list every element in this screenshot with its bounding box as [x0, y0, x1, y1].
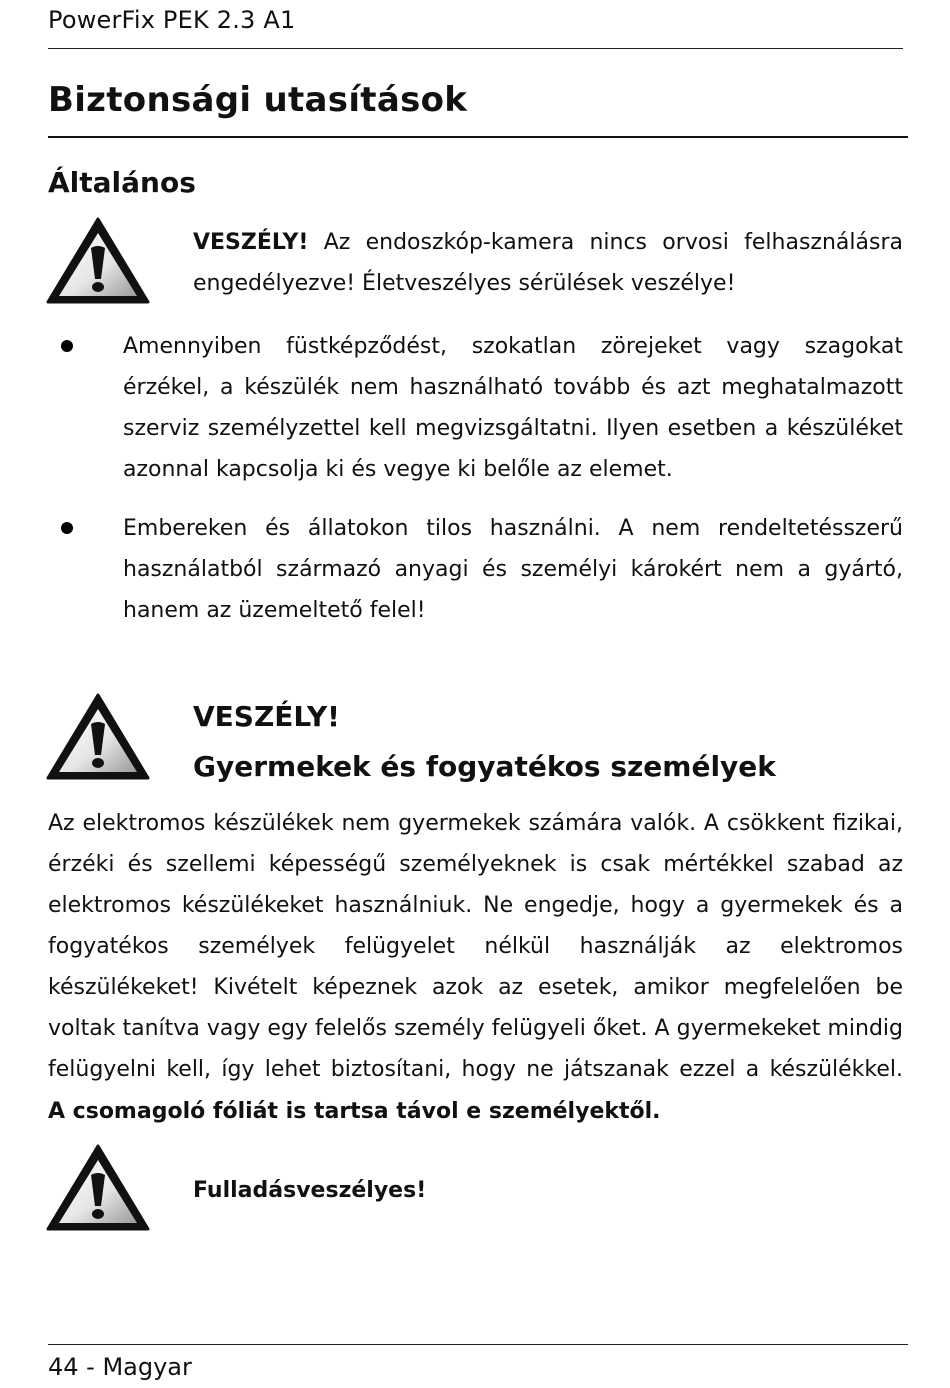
suffocation-warning: Fulladásveszélyes! — [193, 1178, 427, 1203]
general-warning-body: Az endoszkóp-kamera nincs orvosi felhasználásra engedélyezve! Életveszélyes sérülések veszélye! — [193, 230, 903, 296]
footer-rule — [48, 1344, 908, 1345]
warning-triangle-icon — [46, 692, 150, 782]
bullet-item-misuse: Embereken és állatokon tilos használni. A nem rendeltetésszerű használatból származó anyagi és személyi károkért nem a gyártó, hanem az üzemeltető felel! — [123, 516, 903, 623]
page-number: 44 - Magyar — [48, 1353, 192, 1381]
packaging-foil-note: A csomagoló fóliát is tartsa távol e személyektől. — [48, 1099, 661, 1124]
children-warning-label: VESZÉLY! — [193, 700, 340, 733]
header-rule — [48, 48, 903, 49]
title-rule — [48, 136, 908, 138]
warning-triangle-icon — [46, 216, 150, 306]
bullet-marker — [61, 522, 73, 534]
warning-triangle-icon — [46, 1143, 150, 1233]
general-warning-label: VESZÉLY! — [193, 230, 309, 255]
page-title: Biztonsági utasítások — [48, 80, 468, 120]
bullet-marker — [61, 340, 73, 352]
section-heading-children: Gyermekek és fogyatékos személyek — [193, 750, 776, 783]
section-heading-general: Általános — [48, 166, 196, 199]
children-paragraph: Az elektromos készülékek nem gyermekek számára valók. A csökkent fizikai, érzéki és szellemi képességű személyeknek is csak mértékkel szabad az elektromos készülékeket használniuk. Ne engedje, hogy a gyermekek és a fogyatékos személyek felügyelet nélkül használják az elektromos készülékeket! Kivételt képeznek azok az esetek, amikor megfelelően be voltak tanítva vagy egy felelős személy felügyeli őket. A gyermekeket mindig felügyelni kell, így lehet biztosítani, hogy ne játszanak ezzel a készülékkel. — [48, 811, 903, 1082]
document-header-model: PowerFix PEK 2.3 A1 — [48, 6, 296, 34]
bullet-item-smoke: Amennyiben füstképződést, szokatlan zörejeket vagy szagokat érzékel, a készülék nem használható tovább és azt meghatalmazott szerviz személyzettel kell megvizsgáltatni. Ilyen esetben a készüléket azonnal kapcsolja ki és vegye ki belőle az elemet. — [123, 334, 903, 482]
general-warning-text — [193, 222, 903, 304]
